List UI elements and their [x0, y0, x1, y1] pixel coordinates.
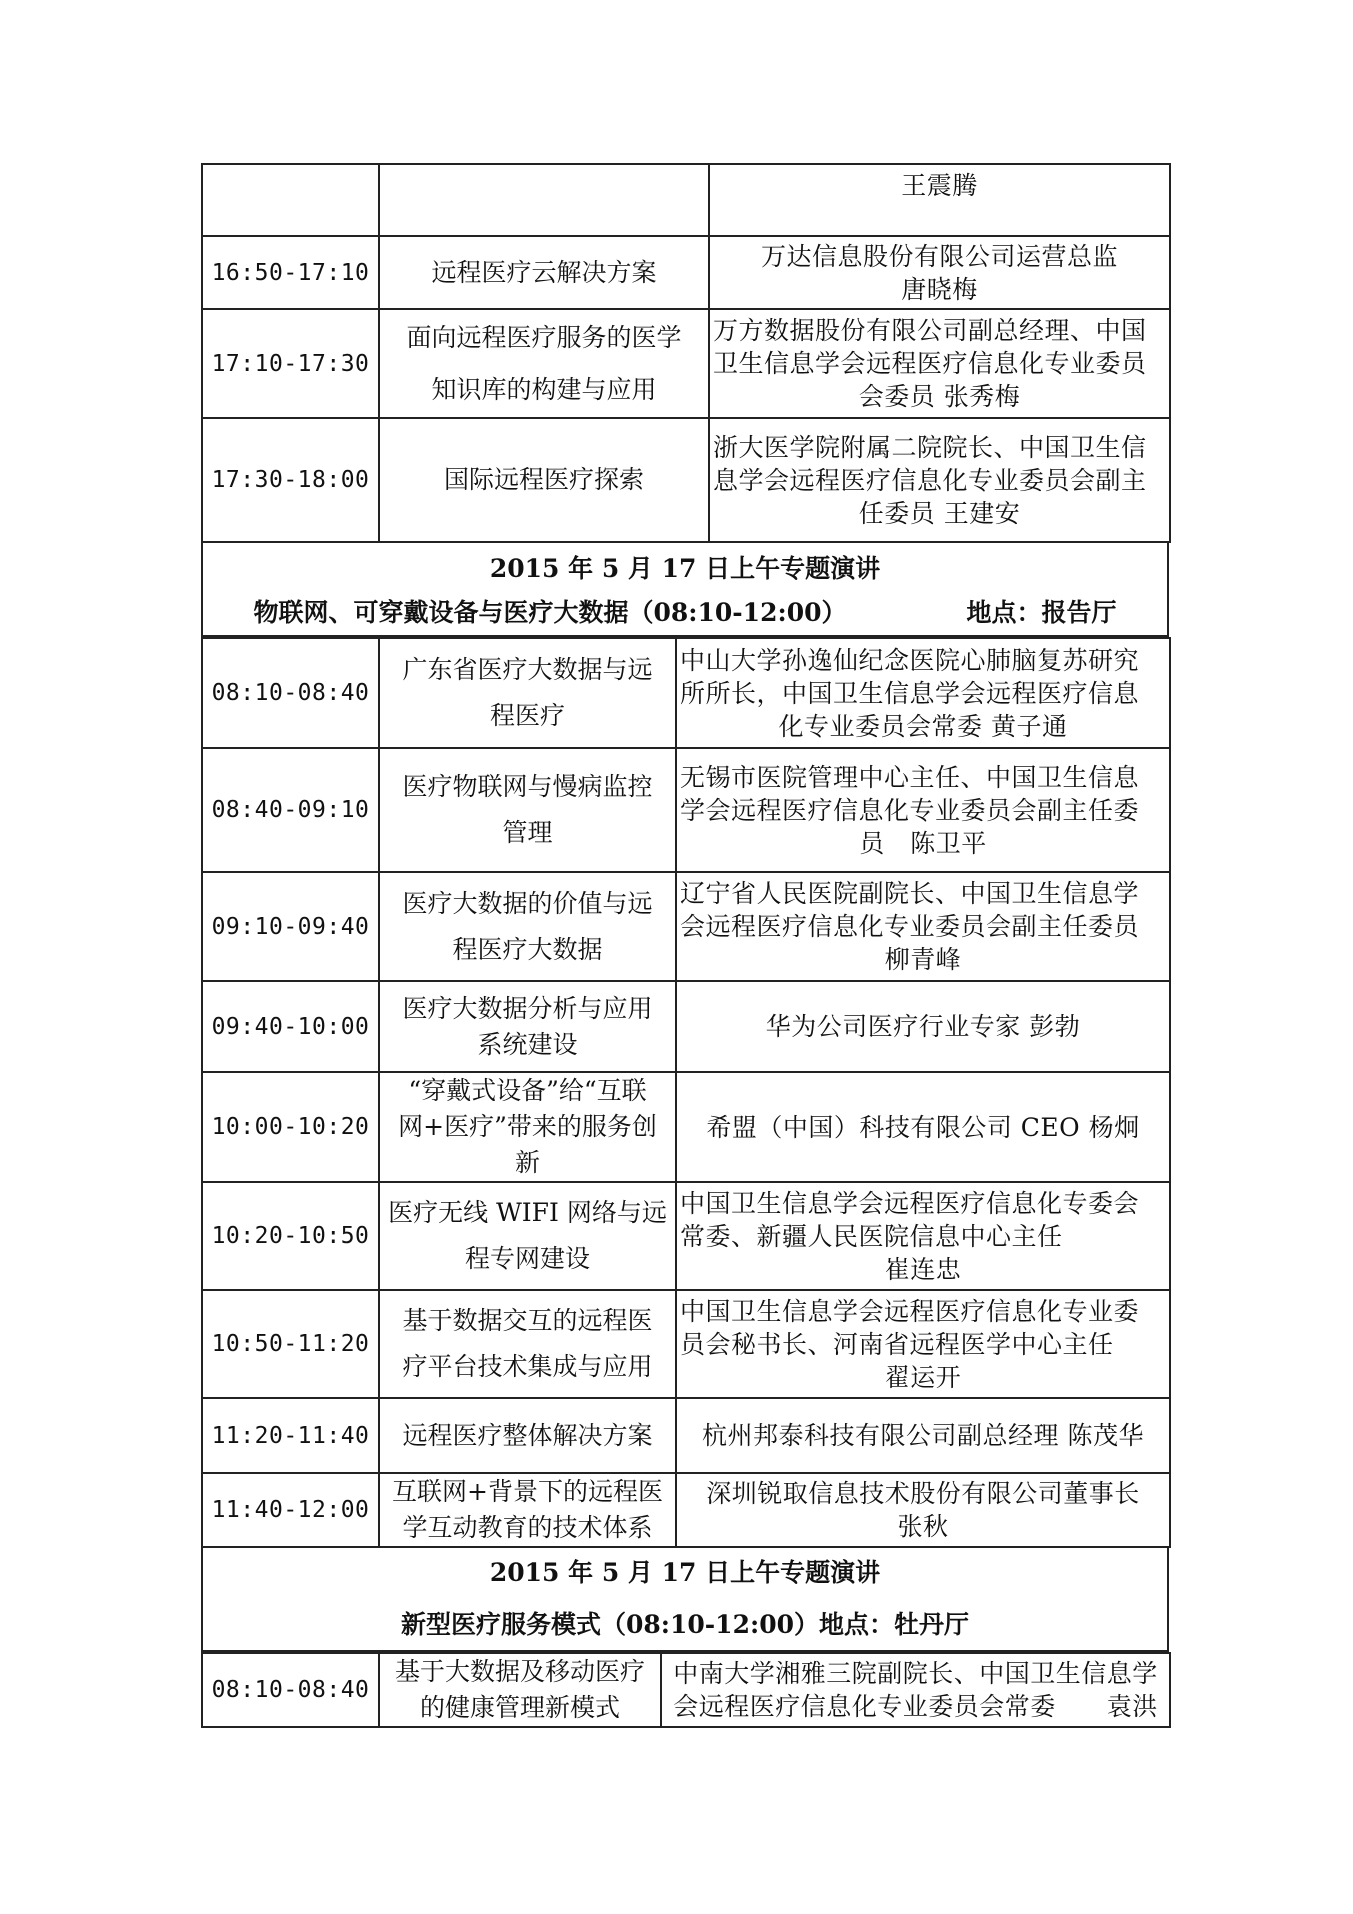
section-subtitle: 新型医疗服务模式（08:10-12:00）地点：牡丹厅 [401, 1610, 969, 1639]
speaker-line: 学会远程医疗信息化专业委员会副主任委 [680, 795, 1140, 825]
speaker-cell [676, 748, 1170, 872]
section-header-cell [202, 543, 1168, 636]
table-row [202, 1182, 1170, 1290]
topic-line: 程医疗大数据 [452, 934, 603, 964]
table-row [202, 748, 1170, 872]
table-row [202, 309, 1170, 418]
speaker-line: 万达信息股份有限公司运营总监 [760, 241, 1118, 271]
speaker-cell [676, 1473, 1170, 1547]
speaker-line: 希盟（中国）科技有限公司 CEO 杨炯 [706, 1112, 1140, 1142]
section-header [201, 543, 1169, 637]
agenda-body [202, 638, 1170, 1547]
time-cell: 10:50-11:20 [202, 1290, 379, 1398]
speaker-cell [676, 1290, 1170, 1398]
time-cell: 09:40-10:00 [202, 981, 379, 1072]
table-row [202, 981, 1170, 1072]
speaker-line: 会委员 张秀梅 [858, 382, 1021, 411]
time-cell: 08:10-08:40 [202, 1653, 379, 1727]
topic-line: 互联网+背景下的远程医 [392, 1477, 663, 1506]
speaker-line: 浙大医学院附属二院院长、中国卫生信 [713, 432, 1147, 462]
topic-cell [379, 981, 676, 1072]
speaker-cell [709, 309, 1170, 418]
agenda-body [202, 1653, 1170, 1727]
table-row [202, 872, 1170, 981]
speaker-cell [709, 236, 1170, 309]
speaker-line: 员会秘书长、河南省远程医学中心主任 [680, 1329, 1114, 1359]
speaker-cell [676, 1398, 1170, 1473]
speaker-cell [676, 638, 1170, 748]
speaker-line: 崔连忠 [884, 1254, 962, 1284]
speaker-line: 卫生信息学会远程医疗信息化专业委员 [713, 349, 1147, 378]
table-row [202, 1398, 1170, 1473]
speaker-line: 张秋 [897, 1512, 949, 1541]
topic-line: 广东省医疗大数据与远 [402, 655, 653, 684]
topic-line: 医疗大数据分析与应用 [402, 993, 653, 1023]
topic-cell [379, 164, 709, 236]
speaker-line: 万方数据股份有限公司副总经理、中国 [713, 316, 1147, 345]
speaker-line: 中国卫生信息学会远程医疗信息化专委会 [680, 1188, 1140, 1218]
section-subtitle: 物联网、可穿戴设备与医疗大数据（08:10-12:00） [253, 598, 847, 627]
speaker-line: 会远程医疗信息化专业委员会副主任委员 [680, 912, 1140, 941]
topic-line: 程专网建设 [464, 1244, 590, 1273]
topic-line: 程医疗 [489, 701, 565, 730]
section-title: 2015 年 5 月 17 日上午专题演讲 [489, 554, 881, 583]
topic-line: 管理 [502, 818, 553, 847]
table-row [202, 1653, 1170, 1727]
speaker-line: 柳青峰 [884, 945, 962, 974]
time-cell: 09:10-09:40 [202, 872, 379, 981]
time-cell: 10:20-10:50 [202, 1182, 379, 1290]
topic-line: 的健康管理新模式 [419, 1693, 620, 1722]
topic-cell [379, 1182, 676, 1290]
topic-line: 医疗大数据的价值与远 [402, 888, 653, 918]
section-header [201, 1548, 1169, 1652]
time-cell: 11:40-12:00 [202, 1473, 379, 1547]
topic-cell [379, 309, 709, 418]
table-row [202, 638, 1170, 748]
speaker-line: 唐晓梅 [901, 274, 978, 304]
table-row [202, 418, 1170, 542]
table-row [202, 164, 1170, 236]
topic-line: 学互动教育的技术体系 [402, 1513, 653, 1542]
topic-line: 系统建设 [477, 1029, 578, 1059]
speaker-name: 王震腾 [901, 171, 978, 200]
speaker-line: 息学会远程医疗信息化专业委员会副主 [713, 465, 1147, 495]
topic-cell [379, 1653, 661, 1727]
section-row [202, 543, 1168, 636]
topic-line: 疗平台技术集成与应用 [402, 1352, 653, 1381]
topic-cell [379, 748, 676, 872]
time-cell: 08:10-08:40 [202, 638, 379, 748]
section-location: 地点：报告厅 [966, 598, 1117, 627]
agenda-page [201, 163, 1169, 1728]
topic-line: 医疗物联网与慢病监控 [402, 772, 653, 801]
topic-line: 远程医疗整体解决方案 [402, 1420, 653, 1450]
topic-cell [379, 872, 676, 981]
topic-line: 医疗无线 WIFI 网络与远 [388, 1198, 667, 1227]
speaker-cell [709, 418, 1170, 542]
section-row [202, 1548, 1168, 1651]
time-cell: 16:50-17:10 [202, 236, 379, 309]
section-header-cell [202, 1548, 1168, 1651]
topic-cell: 远程医疗云解决方案 [379, 236, 709, 309]
time-cell: 17:30-18:00 [202, 418, 379, 542]
speaker-line: 辽宁省人民医院副院长、中国卫生信息学 [680, 879, 1140, 908]
topic-line: 知识库的构建与应用 [431, 374, 657, 404]
topic-cell [379, 638, 676, 748]
speaker-line: 翟运开 [884, 1362, 962, 1392]
topic-cell [379, 1290, 676, 1398]
agenda-table-part3 [201, 1652, 1171, 1728]
speaker-line: 任委员 王建安 [858, 498, 1021, 528]
time-cell: 11:20-11:40 [202, 1398, 379, 1473]
speaker-line: 杭州邦泰科技有限公司副总经理 陈茂华 [702, 1421, 1144, 1450]
speaker-line: 深圳锐取信息技术股份有限公司董事长 [706, 1479, 1140, 1508]
topic-line: 基于大数据及移动医疗 [394, 1657, 645, 1686]
topic-cell [379, 1072, 676, 1182]
topic-line: 网+医疗”带来的服务创 [398, 1112, 657, 1141]
speaker-cell [709, 164, 1170, 236]
speaker-cell [676, 1182, 1170, 1290]
agenda-table-part2 [201, 637, 1171, 1548]
speaker-line: 会远程医疗信息化专业委员会常委 袁洪 [673, 1692, 1158, 1721]
topic-cell [379, 1473, 676, 1547]
speaker-line: 所所长，中国卫生信息学会远程医疗信息 [680, 678, 1140, 708]
speaker-line: 中山大学孙逸仙纪念医院心肺脑复苏研究 [680, 645, 1140, 675]
section-subtitle-line [206, 591, 1164, 635]
speaker-line: 中国卫生信息学会远程医疗信息化专业委 [680, 1296, 1140, 1326]
speaker-line: 化专业委员会常委 黄子通 [778, 711, 1068, 741]
time-cell: 08:40-09:10 [202, 748, 379, 872]
topic-line: 面向远程医疗服务的医学 [406, 322, 682, 352]
topic-line: 新 [514, 1148, 540, 1177]
agenda-table-part1 [201, 163, 1171, 543]
speaker-line: 员 陈卫平 [859, 828, 987, 858]
topic-cell [379, 1398, 676, 1473]
speaker-line: 中南大学湘雅三院副院长、中国卫生信息学 [673, 1659, 1158, 1688]
table-row [202, 236, 1170, 309]
table-row [202, 1290, 1170, 1398]
speaker-cell [676, 981, 1170, 1072]
speaker-line: 常委、新疆人民医院信息中心主任 [680, 1221, 1063, 1251]
speaker-cell [661, 1653, 1170, 1727]
speaker-line: 华为公司医疗行业专家 彭勃 [765, 1012, 1081, 1041]
speaker-cell [676, 872, 1170, 981]
time-cell: 10:00-10:20 [202, 1072, 379, 1182]
topic-cell: 国际远程医疗探索 [379, 418, 709, 542]
time-cell [202, 164, 379, 236]
table-row [202, 1473, 1170, 1547]
section-title: 2015 年 5 月 17 日上午专题演讲 [489, 1558, 881, 1587]
time-cell: 17:10-17:30 [202, 309, 379, 418]
table-row [202, 1072, 1170, 1182]
speaker-line: 无锡市医院管理中心主任、中国卫生信息 [680, 762, 1140, 792]
speaker-cell [676, 1072, 1170, 1182]
topic-line: “穿戴式设备”给“互联 [408, 1076, 647, 1105]
topic-line: 基于数据交互的远程医 [402, 1306, 653, 1335]
